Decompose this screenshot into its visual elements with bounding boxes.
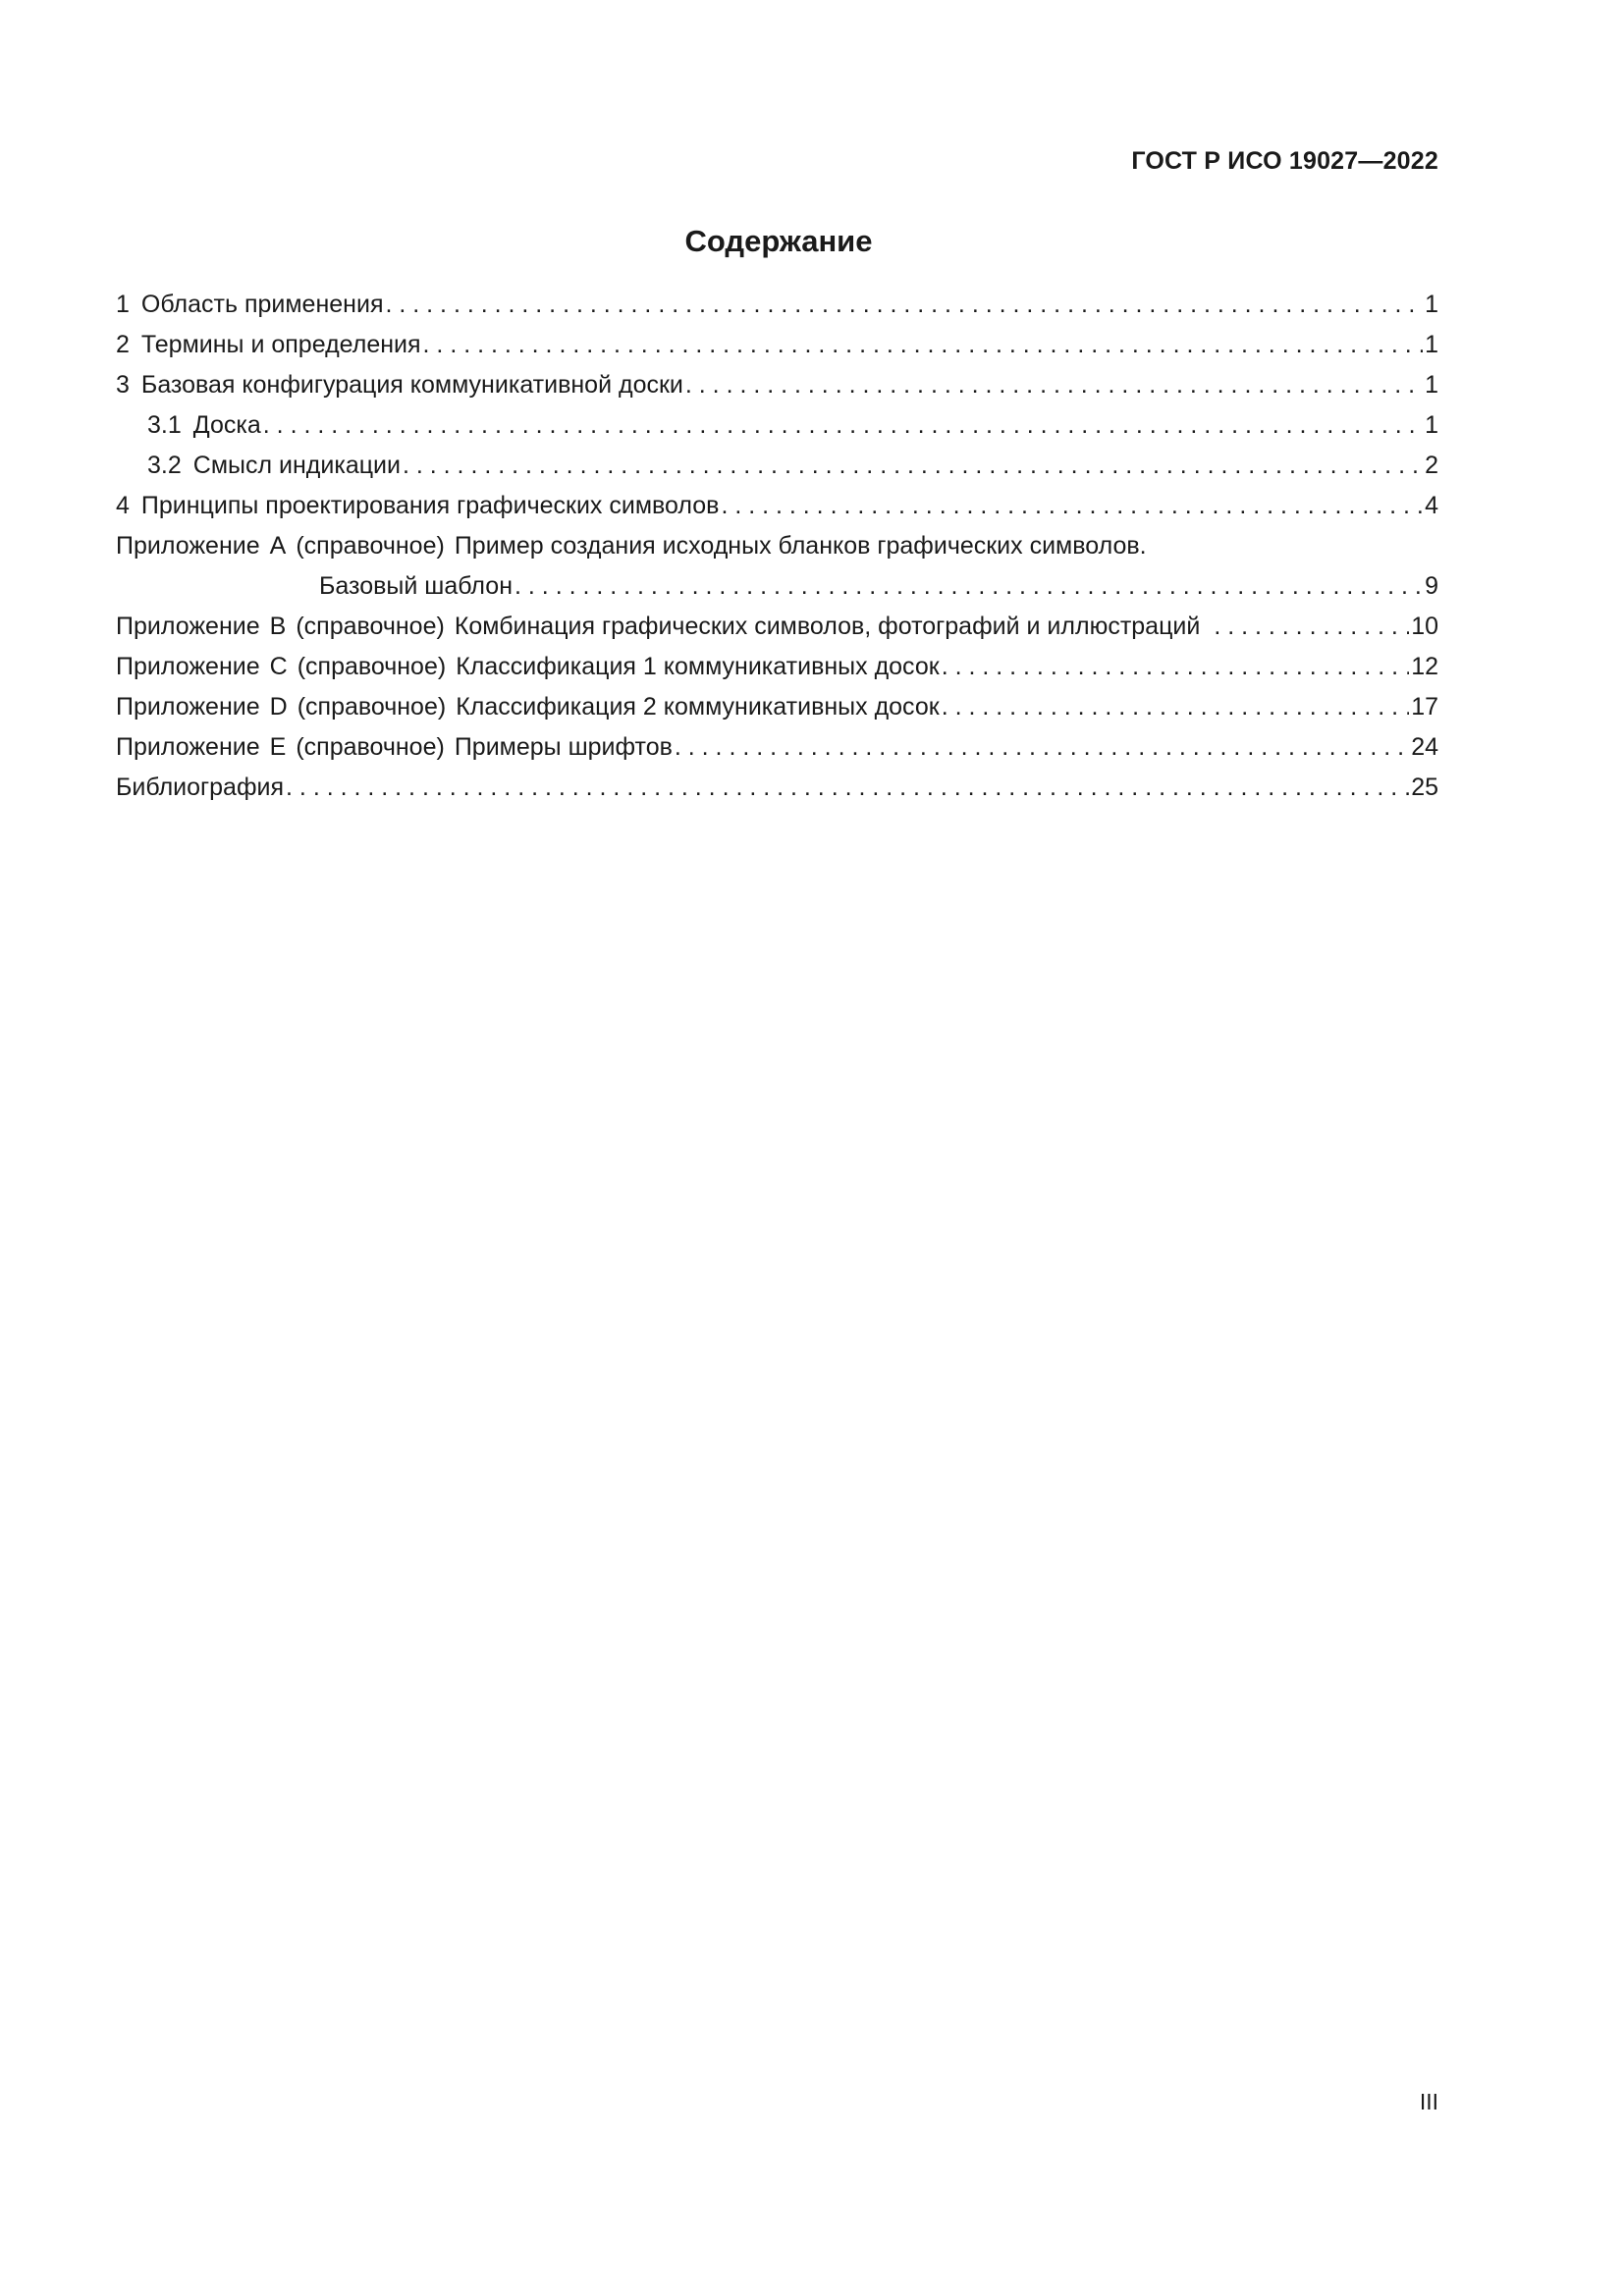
toc-entry-title: Область применения bbox=[140, 291, 384, 318]
table-of-contents bbox=[116, 285, 1438, 808]
toc-entry-4[interactable] bbox=[116, 486, 1438, 526]
annex-label: Приложение bbox=[116, 733, 260, 761]
toc-annex-b[interactable] bbox=[116, 607, 1438, 647]
annex-letter: D bbox=[269, 693, 288, 721]
annex-type: (справочное) bbox=[296, 613, 445, 640]
toc-entry-page: 4 bbox=[1425, 492, 1438, 519]
toc-annex-e[interactable] bbox=[116, 727, 1438, 768]
toc-entry-number: 4 bbox=[116, 492, 130, 519]
toc-bibliography[interactable] bbox=[116, 768, 1438, 808]
toc-annex-c[interactable] bbox=[116, 647, 1438, 687]
annex-type: (справочное) bbox=[296, 532, 445, 560]
toc-entry-page: 12 bbox=[1411, 653, 1438, 680]
toc-title: Содержание bbox=[684, 224, 873, 258]
annex-letter: A bbox=[269, 532, 287, 560]
toc-entry-page: 1 bbox=[1425, 411, 1438, 439]
dot-leader bbox=[514, 566, 1423, 607]
annex-type: (справочное) bbox=[297, 653, 447, 680]
dot-leader bbox=[286, 768, 1409, 808]
annex-type: (справочное) bbox=[296, 733, 445, 761]
toc-entry-number: 2 bbox=[116, 331, 130, 358]
dot-leader bbox=[942, 647, 1410, 687]
toc-entry-1[interactable] bbox=[116, 285, 1438, 325]
annex-letter: C bbox=[269, 653, 288, 680]
dot-leader bbox=[1214, 607, 1409, 647]
toc-entry-3[interactable] bbox=[116, 365, 1438, 405]
dot-leader bbox=[423, 325, 1424, 365]
toc-entry-3-1[interactable] bbox=[116, 405, 1438, 446]
toc-entry-title: Термины и определения bbox=[140, 331, 421, 358]
dot-leader bbox=[675, 727, 1409, 768]
toc-entry-page: 1 bbox=[1425, 331, 1438, 358]
toc-annex-a[interactable] bbox=[116, 526, 1438, 607]
toc-entry-number: 3 bbox=[116, 371, 130, 399]
page-number: III bbox=[1419, 2089, 1438, 2114]
toc-entry-page: 17 bbox=[1411, 693, 1438, 721]
annex-label: Приложение bbox=[116, 653, 260, 680]
toc-entry-number: 1 bbox=[116, 291, 130, 318]
annex-label: Приложение bbox=[116, 613, 260, 640]
toc-entry-title: Библиография bbox=[116, 774, 285, 801]
dot-leader bbox=[942, 687, 1410, 727]
annex-title: Комбинация графических символов, фотографий и иллюстраций bbox=[454, 613, 1201, 640]
toc-entry-2[interactable] bbox=[116, 325, 1438, 365]
annex-title: Классификация 2 коммуникативных досок bbox=[456, 693, 940, 721]
annex-label: Приложение bbox=[116, 693, 260, 721]
toc-entry-page: 24 bbox=[1411, 733, 1438, 761]
toc-annex-d[interactable] bbox=[116, 687, 1438, 727]
dot-leader bbox=[721, 486, 1423, 526]
toc-entry-title: Базовая конфигурация коммуникативной доски bbox=[140, 371, 683, 399]
dot-leader bbox=[263, 405, 1423, 446]
toc-entry-3-2[interactable] bbox=[116, 446, 1438, 486]
toc-entry-page: 1 bbox=[1425, 371, 1438, 399]
toc-entry-page: 2 bbox=[1425, 452, 1438, 479]
dot-leader bbox=[403, 446, 1423, 486]
annex-label: Приложение bbox=[116, 532, 260, 560]
annex-title-line2: Базовый шаблон bbox=[319, 572, 514, 600]
toc-entry-page: 1 bbox=[1425, 291, 1438, 318]
document-code: ГОСТ Р ИСО 19027—2022 bbox=[1131, 147, 1438, 175]
annex-title-line1: Пример создания исходных бланков графических символов. bbox=[454, 532, 1147, 560]
toc-entry-title: Принципы проектирования графических символов bbox=[140, 492, 720, 519]
annex-title: Классификация 1 коммуникативных досок bbox=[456, 653, 940, 680]
toc-entry-title: Доска bbox=[192, 411, 261, 439]
annex-letter: E bbox=[269, 733, 287, 761]
toc-entry-page: 10 bbox=[1411, 613, 1438, 640]
dot-leader bbox=[385, 285, 1423, 325]
annex-letter: B bbox=[269, 613, 287, 640]
dot-leader bbox=[685, 365, 1423, 405]
annex-title: Примеры шрифтов bbox=[454, 733, 673, 761]
toc-entry-number: 3.1 bbox=[147, 411, 182, 439]
toc-entry-number: 3.2 bbox=[147, 452, 182, 479]
toc-entry-page: 25 bbox=[1411, 774, 1438, 801]
toc-entry-title: Смысл индикации bbox=[192, 452, 401, 479]
annex-type: (справочное) bbox=[297, 693, 447, 721]
toc-entry-page: 9 bbox=[1425, 572, 1438, 600]
